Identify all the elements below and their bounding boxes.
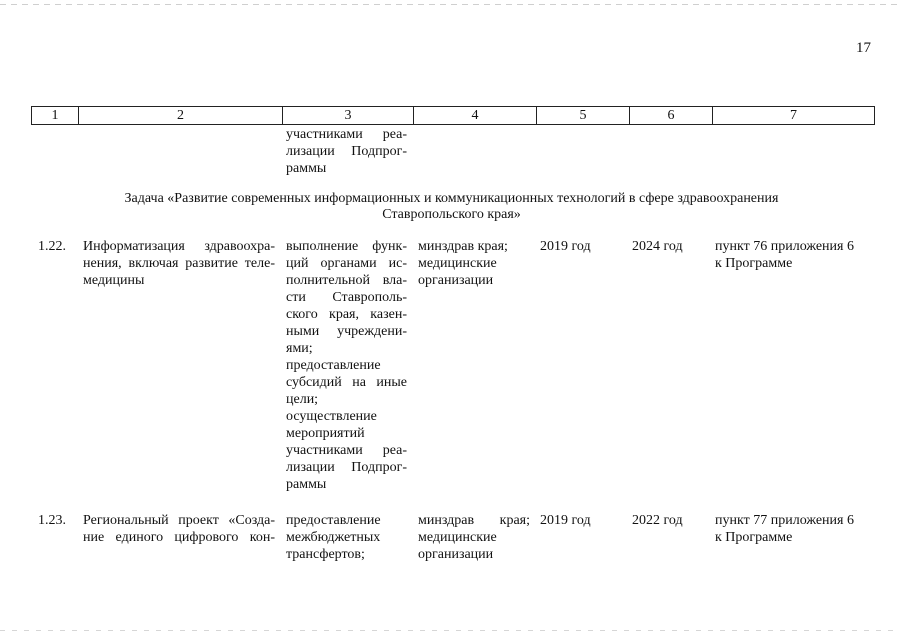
text-line: медицинские bbox=[418, 256, 497, 271]
text-line: медицинские bbox=[418, 530, 497, 545]
text-line: Региональный проект «Созда- bbox=[83, 513, 275, 528]
text-line: ными учреждени- bbox=[286, 324, 407, 339]
text-line: раммы bbox=[286, 477, 327, 492]
text-line: ями; bbox=[286, 341, 313, 356]
start-date: 2019 год bbox=[540, 513, 591, 528]
text-line: ского края, казен- bbox=[286, 307, 407, 322]
row-number: 1.23. bbox=[38, 513, 66, 528]
text-line: организации bbox=[418, 273, 494, 288]
column-number-header bbox=[31, 106, 875, 125]
text-line: трансфертов; bbox=[286, 547, 365, 562]
task-heading-line: Задача «Развитие современных информационных и коммуникационных технологий в сфере здравоохранения bbox=[124, 191, 779, 206]
text-line: к Программе bbox=[715, 256, 793, 271]
end-date: 2022 год bbox=[632, 513, 683, 528]
text-line: предоставление bbox=[286, 358, 381, 373]
text-line: организации bbox=[418, 547, 494, 562]
continuation-col3 bbox=[286, 126, 407, 177]
text-line: медицины bbox=[83, 273, 145, 288]
event-name bbox=[83, 238, 275, 289]
text-line: к Программе bbox=[715, 530, 793, 545]
row-number: 1.22. bbox=[38, 239, 66, 254]
text-line: лизации Подпрог- bbox=[286, 144, 407, 159]
scan-edge-bottom bbox=[0, 630, 897, 631]
text-line: предоставление bbox=[286, 513, 381, 528]
text-line: полнительной вла- bbox=[286, 273, 407, 288]
text-line: пункт 77 приложения 6 bbox=[715, 513, 854, 528]
header-row bbox=[32, 107, 875, 125]
header-col-3: 3 bbox=[283, 107, 414, 125]
header-col-6: 6 bbox=[630, 107, 713, 125]
header-col-1: 1 bbox=[32, 107, 79, 125]
task-heading bbox=[40, 191, 863, 223]
start-date: 2019 год bbox=[540, 239, 591, 254]
indicator-link bbox=[715, 512, 870, 546]
text-line: субсидий на иные bbox=[286, 375, 407, 390]
implementation-mechanism bbox=[286, 512, 407, 563]
text-line: минздрав края; bbox=[418, 239, 508, 254]
indicator-link bbox=[715, 238, 870, 272]
text-line: ние единого цифрового кон- bbox=[83, 530, 275, 545]
text-line: межбюджетных bbox=[286, 530, 381, 545]
header-col-5: 5 bbox=[537, 107, 630, 125]
text-line: сти Ставрополь- bbox=[286, 290, 407, 305]
header-col-2: 2 bbox=[79, 107, 283, 125]
text-line: ций органами ис- bbox=[286, 256, 407, 271]
text-line: цели; bbox=[286, 392, 319, 407]
event-name bbox=[83, 512, 275, 546]
header-col-4: 4 bbox=[414, 107, 537, 125]
executor bbox=[418, 238, 530, 289]
text-line: выполнение функ- bbox=[286, 239, 407, 254]
text-line: минздрав края; bbox=[418, 513, 530, 528]
text-line: участниками реа- bbox=[286, 127, 407, 142]
page-number: 17 bbox=[856, 40, 871, 56]
executor bbox=[418, 512, 530, 563]
text-line: мероприятий bbox=[286, 426, 365, 441]
task-heading-line: Ставропольского края» bbox=[382, 207, 521, 222]
header-col-7: 7 bbox=[713, 107, 875, 125]
text-line: лизации Подпрог- bbox=[286, 460, 407, 475]
text-line: участниками реа- bbox=[286, 443, 407, 458]
text-line: Информатизация здравоохра- bbox=[83, 239, 275, 254]
text-line: осуществление bbox=[286, 409, 377, 424]
text-line: пункт 76 приложения 6 bbox=[715, 239, 854, 254]
text-line: раммы bbox=[286, 161, 327, 176]
end-date: 2024 год bbox=[632, 239, 683, 254]
scan-edge-top bbox=[0, 4, 897, 5]
text-line: нения, включая развитие теле- bbox=[83, 256, 275, 271]
implementation-mechanism bbox=[286, 238, 407, 493]
